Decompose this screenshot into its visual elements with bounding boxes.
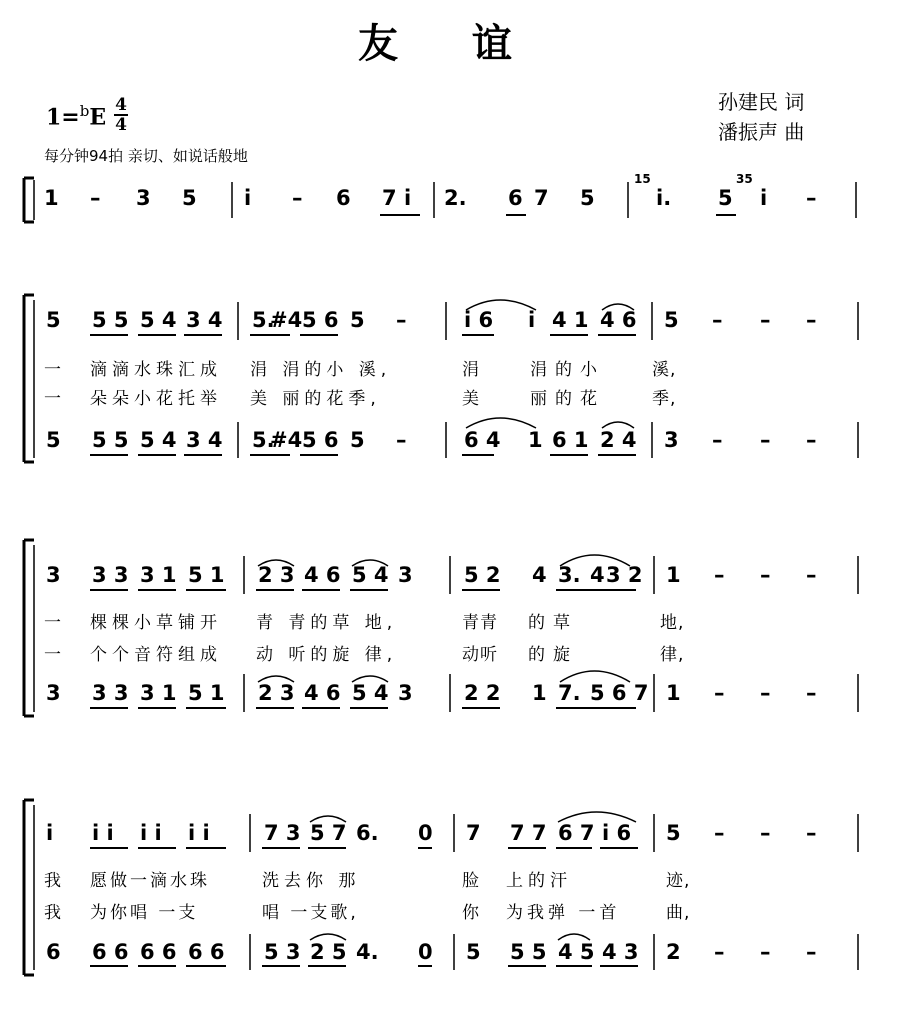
time-bottom: 4 (115, 115, 127, 135)
key-prefix: 1= (46, 104, 80, 131)
song-title: 友 谊 (358, 21, 542, 67)
tempo-marking: 每分钟94拍 亲切、如说话般地 (44, 147, 248, 165)
grace-note-1: 15 (634, 172, 651, 186)
grace-note-2: 35 (736, 172, 753, 186)
lyricist-credit: 孙建民 词 (718, 90, 805, 114)
key-note: E (89, 104, 107, 131)
composer-credit: 潘振声 曲 (718, 120, 805, 144)
time-top: 4 (115, 95, 127, 115)
flat-sign: b (79, 102, 90, 120)
